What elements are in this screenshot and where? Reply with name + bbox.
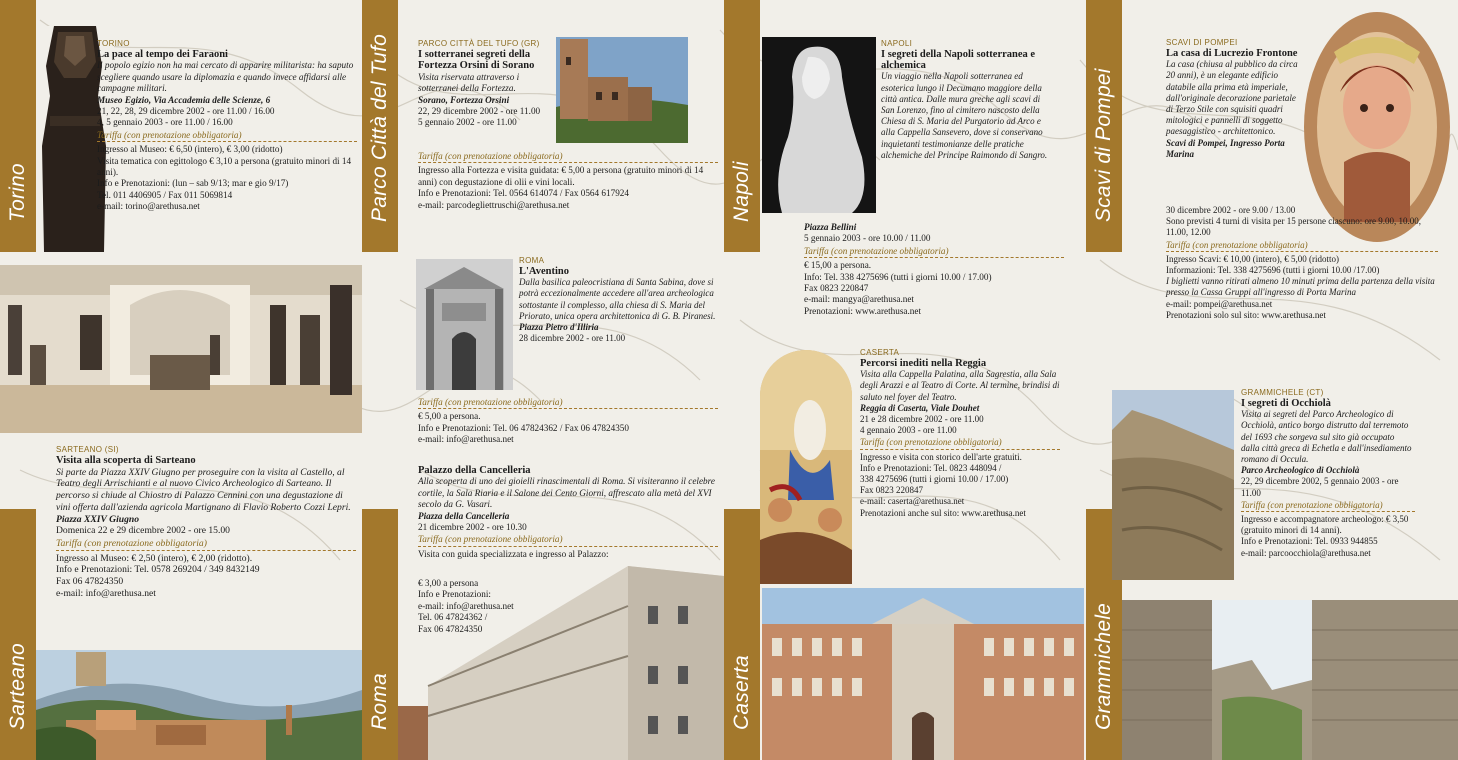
tufo-event xyxy=(418,39,552,129)
caserta-event xyxy=(860,348,1060,519)
caserta-venue: Reggia di Caserta, Viale Douhet xyxy=(860,402,980,413)
tufo-event-details xyxy=(418,150,718,211)
roma-cancelleria-email[interactable]: e-mail: info@arethusa.net xyxy=(418,600,514,611)
sarteano-kicker: SARTEANO (SI) xyxy=(56,445,119,454)
tufo-dates-2: 5 gennaio 2002 - ore 11.00 xyxy=(418,117,517,128)
tufo-tariff-label: Tariffa (con prenotazione obbligatoria) xyxy=(418,151,718,163)
caserta-price: Ingresso e visita con storico dell'arte gratuiti. xyxy=(860,451,1022,462)
napoli-title: I segreti della Napoli sotterranea e alchemica xyxy=(881,49,1036,72)
tab-label-parco-tufo: Parco Città del Tufo xyxy=(368,33,391,222)
tab-roma xyxy=(362,509,398,760)
sarteano-event xyxy=(56,445,356,599)
roma-cancelleria-description: Alla scoperta di uno dei gioielli rinascimentali di Roma. Si visiteranno il celebre cortile, la Sala Riaria e il Salone dei Cento Giorni, affrescato alla metà del XVI secolo da G. Vasari. xyxy=(418,476,715,510)
roma-cancelleria-title: Palazzo della Cancelleria xyxy=(418,465,531,476)
pompei-tariff-label: Tariffa (con prenotazione obbligatoria) xyxy=(1166,240,1438,252)
roma-cancelleria-venue: Piazza della Cancelleria xyxy=(418,510,510,521)
pompei-venue: Scavi di Pompei, Ingresso Porta Marina xyxy=(1166,137,1285,159)
tab-label-caserta: Caserta xyxy=(730,655,753,730)
tufo-title: I sotterranei segreti della Fortezza Orsini di Sorano xyxy=(418,49,535,72)
grammichele-price: Ingresso e accompagnatore archeologo: € 3,50 (gratuito minori di 14 anni). xyxy=(1241,514,1409,536)
museum-hall-photo xyxy=(0,265,362,433)
torino-tariff-label: Tariffa (con prenotazione obbligatoria) xyxy=(97,130,357,142)
torino-info: Info e Prenotazioni: (lun – sab 9/13; mar e gio 9/17) xyxy=(97,178,289,189)
torino-description: Il popolo egizio non ha mai cercato di apparire militarista: ha saputo scegliere quando usare la diplomazia e quando invece affidarsi alle campagne militari. xyxy=(97,60,354,94)
torino-email[interactable]: e-mail: torino@arethusa.net xyxy=(97,201,200,212)
pompei-dates: 30 dicembre 2002 - ore 9.00 / 13.00 xyxy=(1166,205,1296,215)
aventino-church-photo xyxy=(416,259,513,390)
napoli-email[interactable]: e-mail: mangya@arethusa.net xyxy=(804,294,914,305)
caserta-tariff-label: Tariffa (con prenotazione obbligatoria) xyxy=(860,437,1060,449)
tab-label-grammichele: Grammichele xyxy=(1092,602,1115,730)
grammichele-dates: 22, 29 dicembre 2002, 5 gennaio 2003 - ore 11.00 xyxy=(1241,476,1399,498)
napoli-event xyxy=(881,39,1051,161)
sarteano-fax: Fax 06 47824350 xyxy=(56,576,124,588)
sarteano-price: Ingresso al Museo: € 2,50 (intero), € 2,00 (ridotto). xyxy=(56,552,253,564)
grammichele-description: Visita ai segreti del Parco Archeologico di Occhiolà, antico borgo distrutto dal terremoto del 1693 che sorgeva sul sito già occupato dalla città greca di Echetla e dall'insediamento romano di Occula. xyxy=(1241,409,1412,465)
pompei-title: La casa di Lucrezio Frontone xyxy=(1166,48,1298,59)
torino-event xyxy=(97,39,357,213)
sarteano-village-photo xyxy=(36,650,362,760)
tab-label-torino: Torino xyxy=(6,163,29,222)
roma-aventino-price: € 5,00 a persona. xyxy=(418,411,481,422)
sorano-fortress-photo xyxy=(556,37,688,143)
napoli-tariff-label: Tariffa (con prenotazione obbligatoria) xyxy=(804,246,1064,258)
caserta-fax: Fax 0823 220847 xyxy=(860,485,923,496)
tab-label-roma: Roma xyxy=(368,673,391,730)
caserta-email[interactable]: e-mail: caserta@arethusa.net xyxy=(860,496,965,507)
grammichele-venue: Parco Archeologico di Occhiolà xyxy=(1241,465,1360,476)
napoli-kicker: NAPOLI xyxy=(881,39,913,48)
roma-cancelleria-price: € 3,00 a persona xyxy=(418,578,479,588)
tab-label-pompei: Scavi di Pompei xyxy=(1092,68,1115,222)
tab-sarteano xyxy=(0,509,36,760)
sarteano-info: Info e Prenotazioni: Tel. 0578 269204 / 349 8432149 xyxy=(56,564,260,576)
sarteano-tariff-label: Tariffa (con prenotazione obbligatoria) xyxy=(56,538,356,551)
napoli-info: Info: Tel. 338 4275696 (tutti i giorni 10.00 / 17.00) xyxy=(804,271,992,282)
roma-cancelleria-info: Info e Prenotazioni: xyxy=(418,589,491,600)
tufo-email[interactable]: e-mail: parcodegliettruschi@arethusa.net xyxy=(418,199,570,210)
caserta-title: Percorsi inediti nella Reggia xyxy=(860,358,987,369)
napoli-price: € 15,00 a persona. xyxy=(804,260,872,271)
caserta-description: Visita alla Cappella Palatina, alla Sagrestia, alla Sala degli Arazzi e al Teatro di Corte. Al termine, brindisi di saluto nel foyer del Teatro. xyxy=(860,369,1060,402)
sarteano-title: Visita alla scoperta di Sarteano xyxy=(56,455,196,466)
reggia-caserta-photo xyxy=(762,588,1084,760)
grammichele-event xyxy=(1241,388,1415,559)
grammichele-info: Info e Prenotazioni: Tel. 0933 944855 xyxy=(1241,536,1378,547)
roma-aventino-info: Info e Prenotazioni: Tel. 06 47824362 / Fax 06 47824350 xyxy=(418,422,629,433)
tab-label-sarteano: Sarteano xyxy=(6,643,29,730)
roma-aventino-venue: Piazza Pietro d'Illiria xyxy=(519,322,599,333)
roma-kicker: ROMA xyxy=(519,256,545,265)
tufo-venue: Sorano, Fortezza Orsini xyxy=(418,94,510,105)
sarteano-dates: Domenica 22 e 29 dicembre 2002 - ore 15.00 xyxy=(56,525,230,537)
tab-napoli xyxy=(724,0,760,252)
sarteano-venue: Piazza XXIV Giugno xyxy=(56,513,139,525)
occhiola-hill-photo xyxy=(1112,390,1234,580)
pompei-kicker: SCAVI DI POMPEI xyxy=(1166,38,1238,47)
roma-aventino-title: L'Aventino xyxy=(519,266,569,277)
roma-aventino-description: Dalla basilica paleocristiana di Santa Sabina, dove si potrà eccezionalmente accedere all'area archeologica sottostante il complesso, alla chiesa di S. Maria del Priorato, unica opera architettonica di G. B. Piranesi. xyxy=(519,277,716,321)
caserta-fresco-photo xyxy=(760,350,852,584)
roma-aventino-event xyxy=(519,256,719,344)
torino-dates-2: 4, 5 gennaio 2003 - ore 11.00 / 16.00 xyxy=(97,117,233,128)
grammichele-tariff-label: Tariffa (con prenotazione obbligatoria) xyxy=(1241,500,1415,512)
tab-torino xyxy=(0,0,36,252)
roma-cancelleria-visit: Visita con guida specializzata e ingresso al Palazzo: xyxy=(418,548,609,559)
tab-caserta xyxy=(724,509,760,760)
torino-dates: 21, 22, 28, 29 dicembre 2002 - ore 11.00 / 16.00 xyxy=(97,106,275,117)
roma-cancelleria-dates: 21 dicembre 2002 - ore 10.30 xyxy=(418,522,527,533)
sarteano-description: Si parte da Piazza XXIV Giugno per proseguire con la visita al Castello, al Teatro degli Arrischianti e al nuovo Civico Archeologico di Sarteano. Il percorso si chiude al Chiostro di Palazzo Cennini con una degustazione di vini offerta dall'azienda agricola Martignano di Flavio Roberto Cozzi Lepri. xyxy=(56,466,351,513)
roma-aventino-tariff-label: Tariffa (con prenotazione obbligatoria) xyxy=(418,397,718,409)
torino-price: Ingresso al Museo: € 6,50 (intero), € 3,00 (ridotto) xyxy=(97,144,283,155)
caserta-info: Info e Prenotazioni: Tel. 0823 448094 / xyxy=(860,462,1002,473)
grammichele-email[interactable]: e-mail: parcoocchiola@arethusa.net xyxy=(1241,547,1371,558)
tufo-info: Info e Prenotazioni: Tel. 0564 614074 / Fax 0564 617924 xyxy=(418,188,629,199)
grammichele-title: I segreti di Occhiolà xyxy=(1241,398,1331,409)
pompei-email[interactable]: e-mail: pompei@arethusa.net xyxy=(1166,298,1273,309)
caserta-dates: 21 e 28 dicembre 2002 - ore 11.00 xyxy=(860,414,984,425)
napoli-dates: 5 gennaio 2003 - ore 10.00 / 11.00 xyxy=(804,233,931,244)
roma-cancelleria-tariff-label: Tariffa (con prenotazione obbligatoria) xyxy=(418,534,718,546)
tab-parco-tufo xyxy=(362,0,398,252)
occhiola-ruins-photo xyxy=(1122,600,1458,760)
napoli-venue: Piazza Bellini xyxy=(804,222,857,232)
caserta-booking[interactable]: Prenotazioni anche sul sito: www.arethusa.net xyxy=(860,507,1026,518)
sarteano-email[interactable]: e-mail: info@arethusa.net xyxy=(56,587,156,599)
tab-pompei xyxy=(1086,0,1122,252)
grammichele-kicker: GRAMMICHELE (CT) xyxy=(1241,388,1324,397)
napoli-booking[interactable]: Prenotazioni: www.arethusa.net xyxy=(804,305,922,316)
pompei-description: La casa (chiusa al pubblico da circa 20 anni), è un elegante edificio databile alla prima età imperiale, dall'originale decorazione parietale di Terzo Stile con squisiti quadri mitologici e pannelli di soggetto paesaggistico - architettonico. xyxy=(1166,59,1298,137)
roma-cancelleria-tel: Tel. 06 47824362 / xyxy=(418,612,488,623)
pompei-turns: Sono previsti 4 turni di visita per 15 persone ciascuno: ore 9.00, 10.00, 11.00, 12.00 xyxy=(1166,216,1421,238)
torino-title: La pace al tempo dei Faraoni xyxy=(97,49,228,60)
pompei-details xyxy=(1166,205,1438,321)
caserta-info-2: 338 4275696 (tutti i giorni 10.00 / 17.00) xyxy=(860,474,1009,485)
torino-kicker: TORINO xyxy=(97,39,130,48)
roma-aventino-email[interactable]: e-mail: info@arethusa.net xyxy=(418,434,514,445)
napoli-details xyxy=(804,222,1064,317)
pompei-price: Ingresso Scavi: € 10,00 (intero), € 5,00 (ridotto) xyxy=(1166,253,1339,264)
torino-tel: Tel. 011 4406905 / Fax 011 5069814 xyxy=(97,189,233,200)
veiled-statue-photo xyxy=(762,37,876,213)
roma-cancelleria-event xyxy=(418,465,718,560)
pompei-note: I biglietti vanno ritirati almeno 10 minuti prima della partenza della visita presso la Cassa Gruppi all'ingresso di Porta Marina xyxy=(1166,276,1435,298)
roma-aventino-dates: 28 dicembre 2002 - ore 11.00 xyxy=(519,333,626,344)
caserta-dates-2: 4 gennaio 2003 - ore 11.00 xyxy=(860,425,957,436)
pompei-info: Informazioni: Tel. 338 4275696 (tutti i giorni 10.00 /17.00) xyxy=(1166,265,1380,276)
tufo-kicker: PARCO CITTÀ DEL TUFO (GR) xyxy=(418,39,540,48)
napoli-fax: Fax 0823 220847 xyxy=(804,283,869,294)
tufo-description: Visita riservata attraverso i sotterranei della Fortezza. xyxy=(418,71,520,94)
tufo-price: Ingresso alla Fortezza e visita guidata: € 5,00 a persona (gratuito minori di 14 anni) con degustazione di olii e vini locali. xyxy=(418,165,704,187)
roma-cancelleria-fax: Fax 06 47824350 xyxy=(418,623,483,634)
torino-visit-price: Visita tematica con egittologo € 3,10 a persona (gratuito minori di 14 anni). xyxy=(97,155,352,178)
roma-cancelleria-contacts xyxy=(418,578,528,635)
tab-label-napoli: Napoli xyxy=(730,161,753,222)
tufo-dates: 22, 29 dicembre 2002 - ore 11.00 xyxy=(418,106,541,117)
caserta-kicker: CASERTA xyxy=(860,348,900,357)
napoli-description: Un viaggio nella Napoli sotterranea ed esoterica lungo il Decumano maggiore della città antica. Dalle mura greche agli scavi di San Lorenzo, fino al cimitero nascosto della Chiesa di S. Maria del Purgatorio ad Arco e alla Cappella Sansevero, dove si conservano inquietanti testimonianze delle pratiche alchemiche del Principe Raimondo di Sangro. xyxy=(881,71,1048,160)
pompei-event xyxy=(1166,38,1304,160)
torino-venue: Museo Egizio, Via Accademia delle Scienze, 6 xyxy=(97,94,271,105)
pompei-booking[interactable]: Prenotazioni solo sul sito: www.arethusa.net xyxy=(1166,309,1326,320)
roma-aventino-details xyxy=(418,396,718,446)
